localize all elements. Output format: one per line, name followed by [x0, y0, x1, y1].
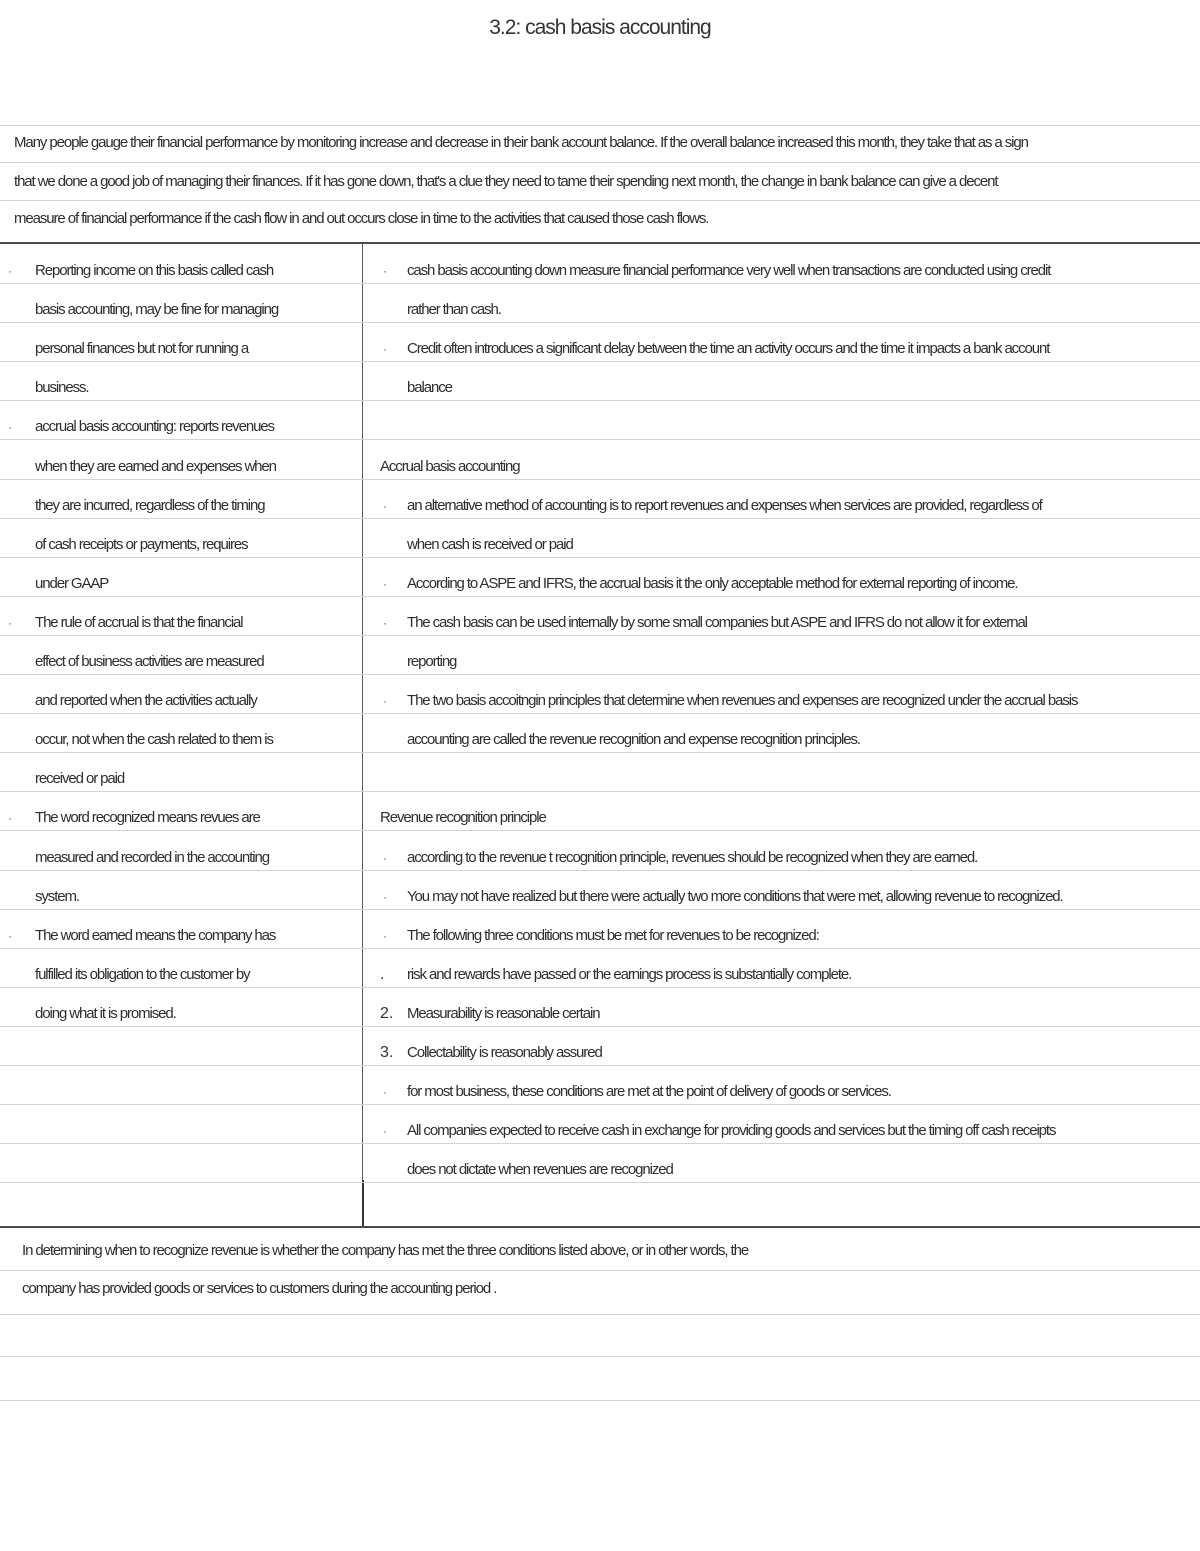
- bullet-icon: ·: [383, 576, 387, 591]
- intro-line: Many people gauge their financial performance by monitoring increase and decrease in their bank account balance. If the overall balance increased this month, they take that as a sign: [14, 134, 1028, 151]
- ruled-line: [0, 200, 1200, 201]
- ruled-line: [0, 791, 1200, 792]
- right-note-line: reporting: [407, 653, 457, 670]
- right-note-line: The cash basis can be used internally by some small companies but ASPE and IFRS do not allow it for external: [407, 613, 1027, 631]
- left-note-line: business.: [35, 379, 89, 397]
- ruled-line: [0, 909, 1200, 910]
- left-note-line: basis accounting, may be fine for managing: [35, 301, 279, 319]
- bullet-icon: ·: [383, 264, 387, 278]
- bullet-icon: ·: [383, 1124, 387, 1139]
- bullet-icon: ·: [383, 342, 387, 357]
- bullet-icon: ·: [8, 615, 12, 630]
- right-note-line: when cash is received or paid: [407, 535, 573, 553]
- left-note-line: under GAAP: [35, 574, 109, 592]
- left-note-line: Reporting income on this basis called cash: [35, 262, 274, 279]
- bullet-icon: ·: [8, 420, 12, 435]
- ruled-line: [0, 1104, 1200, 1105]
- left-note-line: accrual basis accounting: reports revenues: [35, 418, 274, 436]
- ruled-line: [0, 1314, 1200, 1315]
- left-note-line: of cash receipts or payments, requires: [35, 535, 248, 553]
- ruled-line: [0, 1026, 1200, 1027]
- section-divider-bottom: [0, 1226, 1200, 1228]
- right-note-line: risk and rewards have passed or the earnings process is substantially complete.: [407, 965, 852, 983]
- intro-line: measure of financial performance if the cash flow in and out occurs close in time to the activities that caused those cash flows.: [14, 210, 709, 227]
- ruled-line: [0, 596, 1200, 597]
- bullet-icon: ·: [383, 889, 387, 904]
- left-note-line: personal finances but not for running a: [35, 340, 249, 358]
- left-note-line: effect of business activities are measured: [35, 653, 264, 670]
- ruled-line: [0, 1065, 1200, 1066]
- ruled-line: [0, 830, 1200, 831]
- bullet-icon: ·: [383, 928, 387, 943]
- left-note-line: fulfilled its obligation to the customer by: [35, 965, 250, 983]
- page-title: 3.2: cash basis accounting: [489, 16, 711, 39]
- bullet-icon: ·: [383, 1085, 387, 1100]
- ruled-line: [0, 948, 1200, 949]
- bullet-icon: ·: [383, 498, 387, 513]
- ruled-line: [0, 1356, 1200, 1357]
- intro-line: that we done a good job of managing their finances. If it has gone down, that's a clue they need to tame their spending next month, the change in bank balance can give a decent: [14, 173, 998, 190]
- ruled-line: [0, 713, 1200, 714]
- right-note-heading: Revenue recognition principle: [380, 809, 546, 827]
- left-note-line: when they are earned and expenses when: [35, 457, 276, 475]
- right-note-line: an alternative method of accounting is to report revenues and expenses when services are provided, regardless of: [407, 496, 1042, 514]
- bullet-icon: ·: [8, 811, 12, 826]
- left-note-line: occur, not when the cash related to them is: [35, 731, 273, 749]
- column-divider-tail: [362, 1180, 364, 1227]
- left-note-line: system.: [35, 887, 79, 905]
- left-note-line: measured and recorded in the accounting: [35, 848, 269, 866]
- ruled-line: [0, 987, 1200, 988]
- right-note-line: You may not have realized but there were actually two more conditions that were met, allowing revenue to recognized.: [407, 887, 1063, 905]
- right-note-heading: Accrual basis accounting: [380, 457, 520, 475]
- right-note-line: Credit often introduces a significant delay between the time an activity occurs and the time it impacts a bank account: [407, 340, 1050, 358]
- ruled-line: [0, 1143, 1200, 1144]
- ruled-line: [0, 752, 1200, 753]
- summary-line: In determining when to recognize revenue is whether the company has met the three conditions listed above, or in other words, the: [22, 1242, 749, 1259]
- list-marker: 2.: [380, 1004, 394, 1022]
- ruled-line: [0, 361, 1200, 362]
- right-note-line: cash basis accounting down measure financial performance very well when transactions are conducted using credit: [407, 262, 1051, 279]
- ruled-line: [0, 400, 1200, 401]
- ruled-line: [0, 125, 1200, 126]
- ruled-line: [0, 1400, 1200, 1401]
- right-note-line: accounting are called the revenue recognition and expense recognition principles.: [407, 731, 860, 749]
- ruled-line: [0, 162, 1200, 163]
- right-note-line: According to ASPE and IFRS, the accrual basis it the only acceptable method for external reporting of income.: [407, 574, 1018, 592]
- list-marker: 3.: [380, 1044, 394, 1061]
- left-note-line: The word earned means the company has: [35, 926, 276, 944]
- ruled-line: [0, 674, 1200, 675]
- right-note-line: The two basis accoitngin principles that determine when revenues and expenses are recognized under the accrual basis: [407, 692, 1078, 710]
- list-marker: .: [380, 965, 385, 983]
- bullet-icon: ·: [383, 850, 387, 865]
- right-note-line: for most business, these conditions are met at the point of delivery of goods or services.: [407, 1083, 891, 1101]
- right-note-line: All companies expected to receive cash in exchange for providing goods and services but the timing off cash receipts: [407, 1122, 1056, 1140]
- bullet-icon: ·: [8, 928, 12, 943]
- left-note-line: received or paid: [35, 770, 125, 788]
- ruled-line: [0, 439, 1200, 440]
- bullet-icon: ·: [383, 615, 387, 630]
- right-note-line: Measurability is reasonable certain: [407, 1004, 600, 1022]
- column-divider: [362, 244, 363, 1228]
- ruled-line: [0, 518, 1200, 519]
- ruled-line: [0, 283, 1200, 284]
- right-note-line: balance: [407, 379, 452, 397]
- right-note-line: Collectability is reasonably assured: [407, 1044, 602, 1061]
- left-note-line: The word recognized means revues are: [35, 809, 260, 827]
- ruled-line: [0, 1182, 1200, 1183]
- right-note-line: The following three conditions must be met for revenues to be recognized:: [407, 926, 819, 944]
- ruled-line: [0, 635, 1200, 636]
- right-note-line: does not dictate when revenues are recognized: [407, 1161, 673, 1179]
- ruled-line: [0, 870, 1200, 871]
- summary-line: company has provided goods or services to customers during the accounting period .: [22, 1280, 497, 1297]
- ruled-line: [0, 322, 1200, 323]
- left-note-line: doing what it is promised.: [35, 1004, 176, 1022]
- right-note-line: rather than cash.: [407, 301, 501, 319]
- left-note-line: and reported when the activities actually: [35, 692, 257, 710]
- section-divider-top: [0, 242, 1200, 244]
- bullet-icon: ·: [8, 264, 12, 278]
- left-note-line: The rule of accrual is that the financial: [35, 613, 243, 631]
- ruled-line: [0, 1270, 1200, 1271]
- left-note-line: they are incurred, regardless of the timing: [35, 496, 265, 514]
- bullet-icon: ·: [383, 694, 387, 709]
- ruled-line: [0, 557, 1200, 558]
- right-note-line: according to the revenue t recognition principle, revenues should be recognized when they are earned.: [407, 848, 978, 866]
- ruled-line: [0, 479, 1200, 480]
